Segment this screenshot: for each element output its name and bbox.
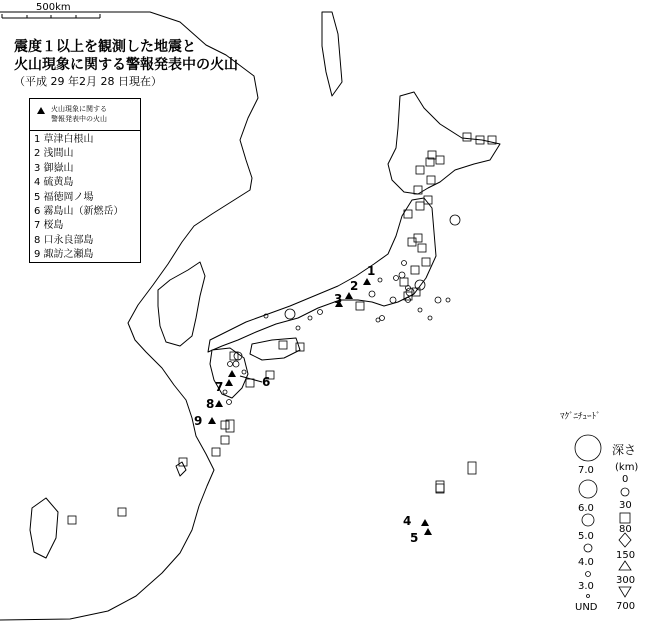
depth-label: 700 <box>616 601 636 612</box>
earthquake-circle <box>308 316 312 320</box>
korea-peninsula <box>158 262 205 346</box>
volcano-number: 1 <box>367 264 376 278</box>
volcano-list-item: 5 福徳岡ノ場 <box>34 191 94 203</box>
volcano-list-item: 4 硫黄島 <box>34 177 74 189</box>
earthquake-square <box>221 421 229 429</box>
volcano-list <box>30 131 140 263</box>
magnitude-legend-title: ﾏｸﾞﾆﾁｭｰﾄﾞ <box>560 412 601 422</box>
volcano-list-item: 3 御嶽山 <box>34 162 74 174</box>
depth-legend-symbol <box>619 533 631 547</box>
depth-legend-symbol <box>620 513 630 523</box>
volcano-number: 5 <box>410 531 419 545</box>
volcano-marker <box>215 400 223 407</box>
sakhalin <box>322 12 342 96</box>
earthquake-square <box>436 484 444 492</box>
honshu <box>208 198 436 352</box>
magnitude-legend-symbol <box>582 514 594 526</box>
depth-legend-symbol <box>619 561 631 570</box>
title-line-1: 震度１以上を観測した地震と <box>14 39 196 55</box>
earthquake-square <box>356 302 364 310</box>
earthquake-square <box>436 481 444 493</box>
earthquake-square <box>221 436 229 444</box>
depth-label: 80 <box>619 524 632 535</box>
magnitude-legend-symbol <box>587 595 590 598</box>
depth-label: 300 <box>616 575 636 586</box>
legend-symbols <box>575 435 631 598</box>
earthquake-circle <box>450 215 460 225</box>
volcano-legend-header-line: 火山現象に関する <box>51 105 107 113</box>
volcano-marker <box>421 519 429 526</box>
volcano-list-item: 6 霧島山（新燃岳） <box>34 206 124 218</box>
volcano-number: 4 <box>403 514 412 528</box>
scale-label: 500km <box>36 2 71 13</box>
magnitude-label: 5.0 <box>578 531 594 542</box>
volcano-list-item: 9 諏訪之瀬島 <box>34 249 94 261</box>
shikoku <box>250 338 300 360</box>
title-line-2: 火山現象に関する警報発表中の火山 <box>14 57 238 73</box>
earthquake-circle <box>380 316 385 321</box>
volcano-number: 8 <box>206 397 215 411</box>
earthquake-circle <box>428 316 432 320</box>
magnitude-legend-symbol <box>575 435 601 461</box>
volcano-markers <box>208 278 432 535</box>
map-title <box>14 38 238 74</box>
magnitude-label: 6.0 <box>578 503 594 514</box>
depth-label: 0 <box>622 474 629 485</box>
depth-legend-symbol <box>619 587 631 597</box>
volcano-list-item: 7 桜島 <box>34 220 64 232</box>
und-label: UND <box>575 602 598 613</box>
depth-legend-unit: (km) <box>615 462 639 473</box>
earthquake-square <box>246 379 254 387</box>
volcano-number: 9 <box>194 414 203 428</box>
depth-label: 150 <box>616 550 636 561</box>
volcano-triangle-icon <box>37 107 45 114</box>
magnitude-legend-symbol <box>579 480 597 498</box>
earthquake-circle <box>318 310 323 315</box>
volcano-number: 7 <box>215 380 224 394</box>
volcano-list-item: 1 草津白根山 <box>34 134 94 145</box>
depth-label: 30 <box>619 500 632 511</box>
earthquake-circle <box>227 400 232 405</box>
volcano-number: 3 <box>334 292 343 306</box>
depth-legend-title: 深さ <box>612 443 637 457</box>
magnitude-label: 3.0 <box>578 581 594 592</box>
hokkaido <box>388 92 500 194</box>
volcano-marker <box>424 528 432 535</box>
magnitude-label: 7.0 <box>578 465 594 476</box>
earthquake-square <box>212 448 220 456</box>
map-subtitle: （平成 29 年2月 28 日現在） <box>14 75 162 88</box>
volcano-list-item: 2 浅間山 <box>34 148 74 160</box>
depth-legend-symbol <box>621 488 629 496</box>
earthquake-square <box>226 420 234 432</box>
earthquake-circle <box>446 298 450 302</box>
volcano-number: 6 <box>262 375 271 389</box>
magnitude-legend-symbol <box>584 544 592 552</box>
volcano-marker <box>208 417 216 424</box>
earthquake-circle <box>418 308 422 312</box>
magnitude-legend-symbol <box>586 572 591 577</box>
earthquake-square <box>468 462 476 474</box>
volcano-number: 2 <box>350 279 359 293</box>
earthquake-circle <box>435 297 441 303</box>
volcano-list-item: 8 口永良部島 <box>34 234 94 246</box>
volcano-legend-header-line: 警報発表中の火山 <box>51 115 107 123</box>
volcano-legend <box>29 98 141 263</box>
magnitude-label: 4.0 <box>578 557 594 568</box>
earthquake-circle <box>296 326 300 330</box>
volcano-legend-header <box>30 99 140 131</box>
